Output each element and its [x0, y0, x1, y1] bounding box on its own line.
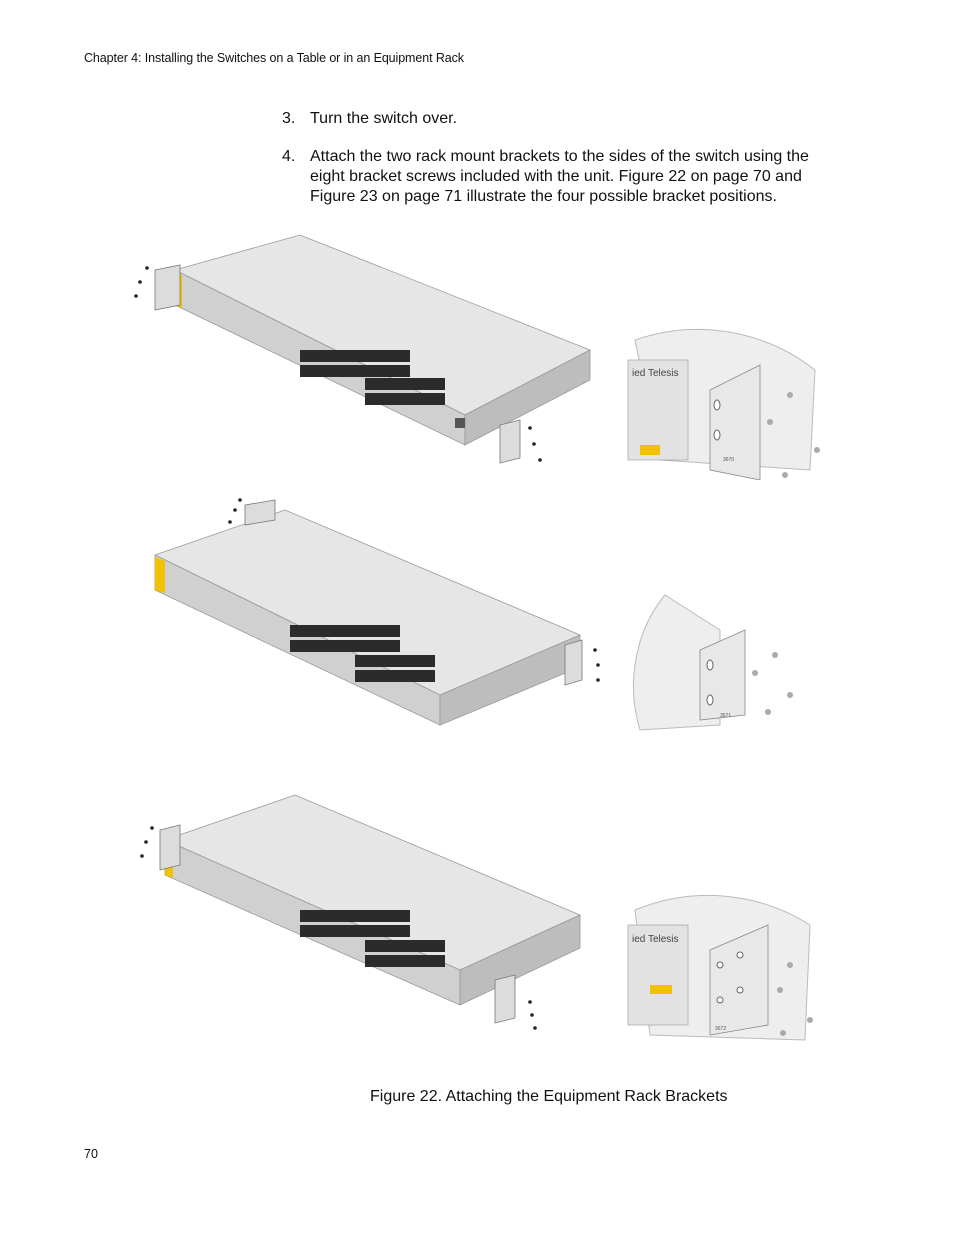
step-text: Turn the switch over.: [310, 110, 458, 127]
figure-bracket-position-b: [120, 495, 840, 745]
bracket-left: [134, 265, 180, 310]
step-text: Attach the two rack mount brackets to the sides of the switch using the eight bracket screws included with the unit. Figure 22 on page 70 and Figure 23 on page 71 illustrate the four possible bracket positions.: [310, 148, 809, 205]
figure-bracket-position-a: [120, 230, 840, 480]
figure-caption: Figure 22. Attaching the Equipment Rack Brackets: [370, 1088, 728, 1105]
detail-code: 3670: [723, 457, 735, 463]
detail-logo-text: ied Telesis: [632, 368, 679, 379]
switch-illustration: [155, 510, 580, 725]
step-number: 3.: [282, 110, 296, 127]
switch-illustration: [175, 235, 590, 445]
bracket-left: [228, 498, 275, 525]
step-number: 4.: [282, 148, 296, 165]
switch-illustration: [165, 795, 580, 1005]
detail-logo-text: ied Telesis: [632, 934, 679, 945]
detail-code: 3671: [720, 713, 732, 719]
page-number: 70: [84, 1147, 98, 1161]
bracket-right: [495, 975, 537, 1030]
detail-view: [628, 895, 813, 1040]
bracket-right: [500, 420, 542, 463]
detail-view: [628, 329, 820, 480]
running-header: Chapter 4: Installing the Switches on a Table or in an Equipment Rack: [84, 51, 464, 65]
bracket-right: [565, 640, 600, 685]
bracket-left: [140, 825, 180, 870]
detail-code: 3672: [715, 1026, 727, 1032]
figure-bracket-position-c: [120, 790, 840, 1050]
detail-view: [634, 595, 793, 730]
